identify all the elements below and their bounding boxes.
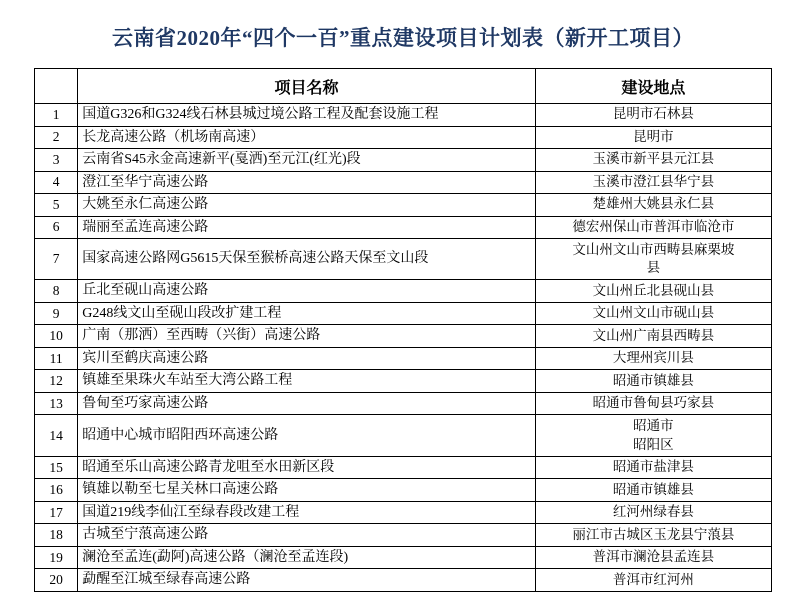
row-project-name: 勐醒至江城至绿春高速公路 — [78, 569, 535, 592]
row-index: 8 — [35, 280, 78, 303]
row-project-name: 丘北至砚山高速公路 — [78, 280, 535, 303]
row-location: 文山州丘北县砚山县 — [535, 280, 771, 303]
row-project-name: 国道219线李仙江至绿春段改建工程 — [78, 501, 535, 524]
row-project-name: 鲁甸至巧家高速公路 — [78, 392, 535, 415]
row-index: 3 — [35, 149, 78, 172]
row-index: 4 — [35, 171, 78, 194]
row-index: 15 — [35, 456, 78, 479]
row-location: 德宏州保山市普洱市临沧市 — [535, 216, 771, 239]
row-location: 大理州宾川县 — [535, 347, 771, 370]
row-project-name: 昭通中心城市昭阳西环高速公路 — [78, 415, 535, 456]
row-index: 7 — [35, 239, 78, 280]
project-plan-table — [34, 68, 772, 592]
table-row — [35, 524, 772, 547]
row-location-line: 文山州文山市西畴县麻栗坡 — [572, 242, 735, 257]
column-header-location: 建设地点 — [535, 69, 771, 104]
row-index: 18 — [35, 524, 78, 547]
row-project-name: 长龙高速公路（机场南高速） — [78, 126, 535, 149]
table-row — [35, 347, 772, 370]
row-project-name: 广南（那洒）至西畴（兴街）高速公路 — [78, 325, 535, 348]
row-project-name: 镇雄至果珠火车站至大湾公路工程 — [78, 370, 535, 393]
table-row — [35, 325, 772, 348]
row-location: 文山州文山市砚山县 — [535, 302, 771, 325]
row-index: 9 — [35, 302, 78, 325]
table-row — [35, 216, 772, 239]
table-row — [35, 171, 772, 194]
row-project-name: 古城至宁蒗高速公路 — [78, 524, 535, 547]
table-row — [35, 501, 772, 524]
row-index: 16 — [35, 479, 78, 502]
row-project-name: 云南省S45永金高速新平(戛洒)至元江(红光)段 — [78, 149, 535, 172]
table-row — [35, 194, 772, 217]
row-location: 昆明市石林县 — [535, 104, 771, 127]
row-location: 昭通市盐津县 — [535, 456, 771, 479]
row-project-name: G248线文山至砚山段改扩建工程 — [78, 302, 535, 325]
row-location: 红河州绿春县 — [535, 501, 771, 524]
column-header-index — [35, 69, 78, 104]
row-location-line: 昭通市 — [633, 418, 674, 434]
row-location: 玉溪市澄江县华宁县 — [535, 171, 771, 194]
row-index: 20 — [35, 569, 78, 592]
row-index: 2 — [35, 126, 78, 149]
row-index: 17 — [35, 501, 78, 524]
row-index: 14 — [35, 415, 78, 456]
row-location — [535, 239, 771, 280]
row-index: 1 — [35, 104, 78, 127]
table-body — [35, 104, 772, 592]
row-project-name: 宾川至鹤庆高速公路 — [78, 347, 535, 370]
row-location: 普洱市澜沧县孟连县 — [535, 546, 771, 569]
row-project-name: 国家高速公路网G5615天保至猴桥高速公路天保至文山段 — [78, 239, 535, 280]
table-row — [35, 456, 772, 479]
table-row — [35, 569, 772, 592]
row-location: 楚雄州大姚县永仁县 — [535, 194, 771, 217]
row-location: 普洱市红河州 — [535, 569, 771, 592]
column-header-project-name: 项目名称 — [78, 69, 535, 104]
table-row — [35, 392, 772, 415]
row-index: 11 — [35, 347, 78, 370]
row-index: 6 — [35, 216, 78, 239]
row-project-name: 澄江至华宁高速公路 — [78, 171, 535, 194]
row-project-name: 镇雄以勒至七星关林口高速公路 — [78, 479, 535, 502]
table-row — [35, 546, 772, 569]
header-row — [35, 69, 772, 104]
row-location-line: 县 — [646, 260, 661, 276]
row-location: 丽江市古城区玉龙县宁蒗县 — [535, 524, 771, 547]
table-row — [35, 239, 772, 280]
row-index: 12 — [35, 370, 78, 393]
table-row — [35, 149, 772, 172]
row-index: 5 — [35, 194, 78, 217]
row-project-name: 国道G326和G324线石林县城过境公路工程及配套设施工程 — [78, 104, 535, 127]
row-location: 玉溪市新平县元江县 — [535, 149, 771, 172]
table-header — [35, 69, 772, 104]
row-index: 19 — [35, 546, 78, 569]
table-row — [35, 415, 772, 456]
row-index: 10 — [35, 325, 78, 348]
row-location: 文山州广南县西畴县 — [535, 325, 771, 348]
row-location-line: 昭阳区 — [633, 436, 674, 452]
row-location: 昭通市鲁甸县巧家县 — [535, 392, 771, 415]
table-container — [0, 68, 806, 592]
page-title: 云南省2020年“四个一百”重点建设项目计划表（新开工项目） — [112, 26, 694, 50]
table-row — [35, 479, 772, 502]
row-location: 昭通市镇雄县 — [535, 479, 771, 502]
table-row — [35, 104, 772, 127]
row-location — [535, 415, 771, 456]
row-project-name: 瑞丽至孟连高速公路 — [78, 216, 535, 239]
table-row — [35, 370, 772, 393]
row-location: 昭通市镇雄县 — [535, 370, 771, 393]
row-project-name: 澜沧至孟连(勐阿)高速公路（澜沧至孟连段) — [78, 546, 535, 569]
row-project-name: 大姚至永仁高速公路 — [78, 194, 535, 217]
row-index: 13 — [35, 392, 78, 415]
row-project-name: 昭通至乐山高速公路青龙咀至水田新区段 — [78, 456, 535, 479]
row-location: 昆明市 — [535, 126, 771, 149]
table-row — [35, 302, 772, 325]
table-row — [35, 126, 772, 149]
table-row — [35, 280, 772, 303]
